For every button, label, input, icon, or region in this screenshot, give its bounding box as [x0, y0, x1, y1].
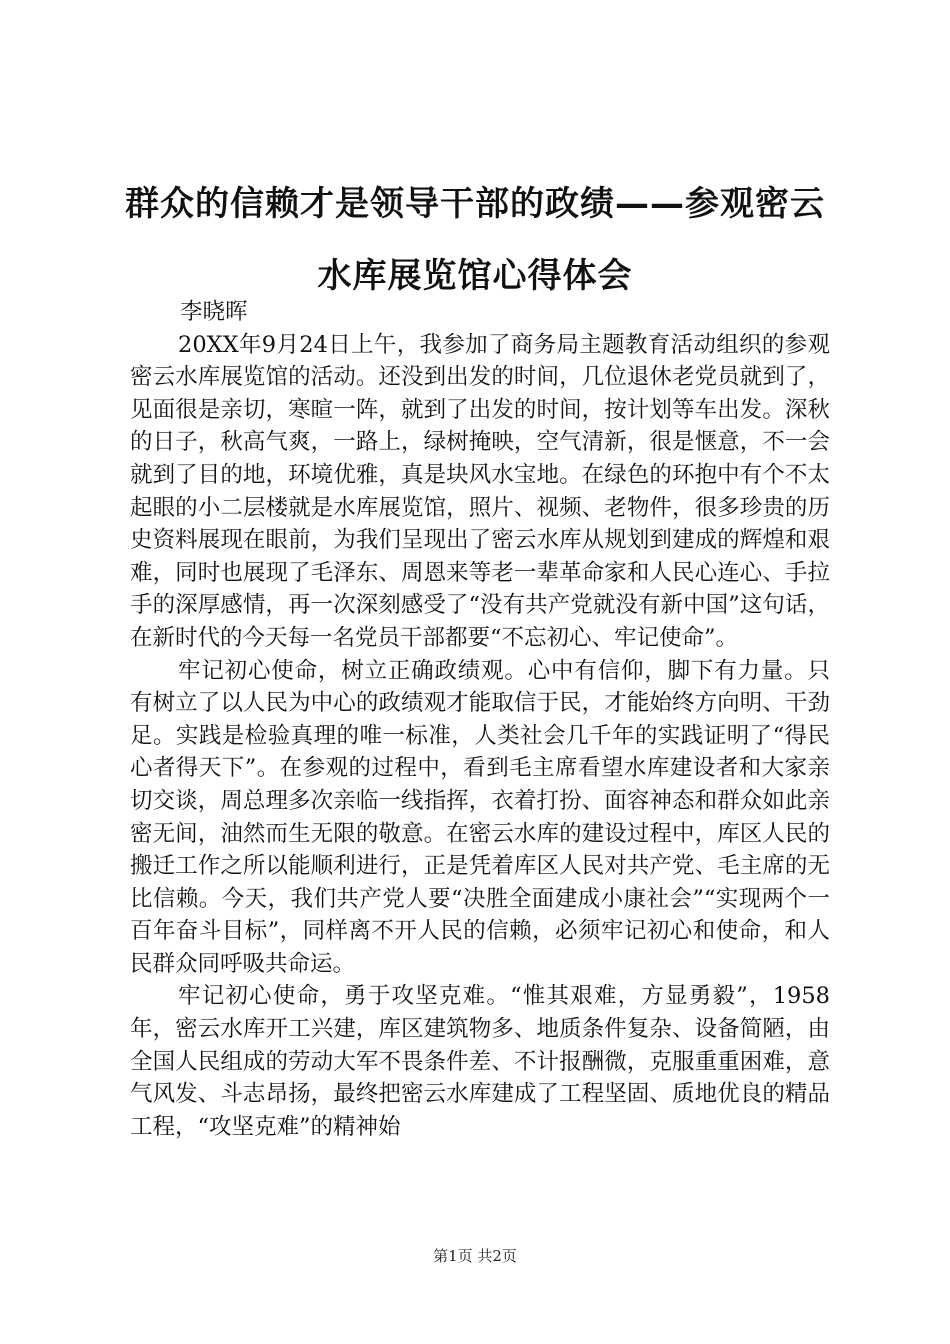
paragraph-1: 20XX年9月24日上午，我参加了商务局主题教育活动组织的参观密云水库展览馆的活动。还没到出发的时间，几位退休老党员就到了，见面很是亲切，寒暄一阵，就到了出发的时间，按计划等车出发。深秋的日子，秋高气爽，一路上，绿树掩映，空气清新，很是惬意，不一会就到了目的地，环境优雅，真是块风水宝地。在绿色的环抱中有个不太起眼的小二层楼就是水库展览馆，照片、视频、老物件，很多珍贵的历史资料展现在眼前，为我们呈现出了密云水库从规划到建成的辉煌和艰难，同时也展现了毛泽东、周恩来等老一辈革命家和人民心连心、手拉手的深厚感情，再一次深刻感受了“没有共产党就没有新中国”这句话，在新时代的今天每一名党员干部都要“不忘初心、牢记使命”。: [130, 331, 830, 651]
document-body: [130, 296, 830, 1143]
author-name: 李晓晖: [180, 299, 248, 325]
page-number-footer: 第1页 共2页: [433, 1247, 517, 1265]
document-title: 群众的信赖才是领导干部的政绩——参观密云水库展览馆心得体会: [125, 184, 825, 296]
paragraph-3: 牢记初心使命，勇于攻坚克难。“惟其艰难，方显勇毅”，1958年，密云水库开工兴建，库区建筑物多、地质条件复杂、设备简陋，由全国人民组成的劳动大军不畏条件差、不计报酬微，克服重重困难，意气风发、斗志昂扬，最终把密云水库建成了工程坚固、质地优良的精品工程，“攻坚克难”的精神始: [130, 983, 830, 1140]
paragraph-2: 牢记初心使命，树立正确政绩观。心中有信仰，脚下有力量。只有树立了以人民为中心的政绩观才能取信于民，才能始终方向明、干劲足。实践是检验真理的唯一标准，人类社会几千年的实践证明了“得民心者得天下”。在参观的过程中，看到毛主席看望水库建设者和大家亲切交谈，周总理多次亲临一线指挥，衣着打扮、面容神态和群众如此亲密无间，油然而生无限的敬意。在密云水库的建设过程中，库区人民的搬迁工作之所以能顺利进行，正是凭着库区人民对共产党、毛主席的无比信赖。今天，我们共产党人要“决胜全面建成小康社会”“实现两个一百年奋斗目标”，同样离不开人民的信赖，必须牢记初心和使命，和人民群众同呼吸共命运。: [130, 657, 830, 977]
